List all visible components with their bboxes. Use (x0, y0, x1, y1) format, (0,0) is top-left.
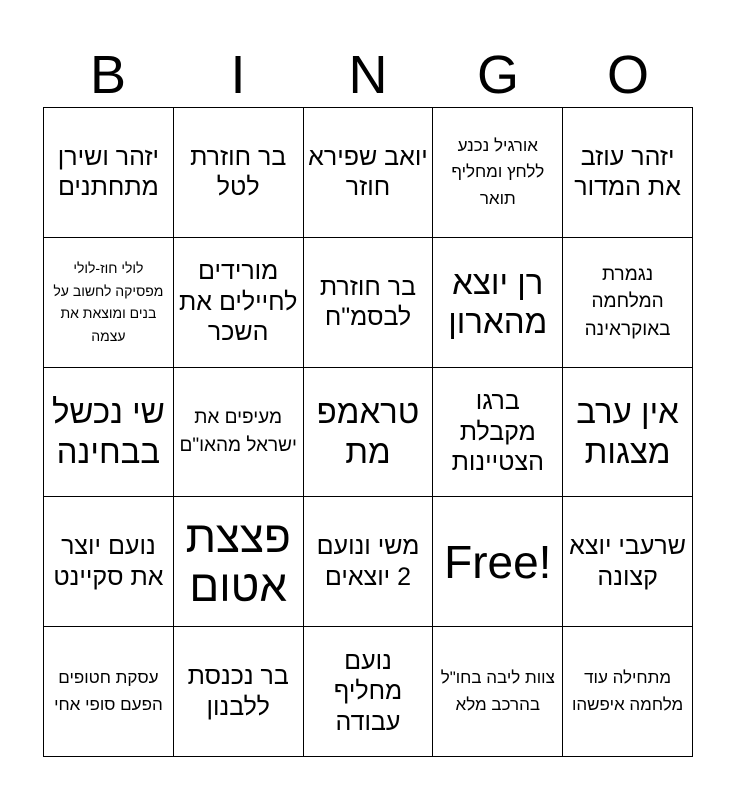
bingo-cell[interactable]: מורידים לחיילים את השכר (174, 238, 304, 368)
bingo-cell[interactable]: טראמפ מת (304, 368, 434, 498)
bingo-cell[interactable]: נועם מחליף עבודה (304, 627, 434, 757)
bingo-cell[interactable]: משי ונועם 2 יוצאים (304, 497, 434, 627)
bingo-cell[interactable]: רן יוצא מהארון (433, 238, 563, 368)
bingo-cell[interactable]: יזהר ושירן מתחתנים (44, 108, 174, 238)
bingo-cell[interactable]: אורגיל נכנע ללחץ ומחליף תואר (433, 108, 563, 238)
header-letter-g: G (476, 45, 519, 105)
bingo-cell[interactable]: בר חוזרת לטל (174, 108, 304, 238)
header-letter-b: B (89, 45, 127, 105)
bingo-cell[interactable]: לולי חוז-לולי מפסיקה לחשוב על בנים ומוצאת את עצמה (44, 238, 174, 368)
bingo-board (43, 107, 693, 757)
bingo-cell[interactable]: שי נכשל בבחינה (44, 368, 174, 498)
bingo-cell[interactable]: מעיפים את ישראל מהאו"ם (174, 368, 304, 498)
bingo-cell[interactable]: ברגו מקבלת הצטיינות (433, 368, 563, 498)
free-space-cell[interactable]: Free! (433, 497, 563, 627)
bingo-cell[interactable]: מתחילה עוד מלחמה איפשהו (563, 627, 693, 757)
bingo-cell[interactable]: בר חוזרת לבסמ"ח (304, 238, 434, 368)
header-letter-i: I (230, 45, 246, 105)
bingo-cell[interactable]: עסקת חטופים הפעם סופי אחי (44, 627, 174, 757)
bingo-cell[interactable]: שרעבי יוצא קצונה (563, 497, 693, 627)
bingo-cell[interactable]: יזהר עוזב את המדור (563, 108, 693, 238)
bingo-cell[interactable]: פצצת אטום (174, 497, 304, 627)
bingo-cell[interactable]: אין ערב מצגות (563, 368, 693, 498)
bingo-cell[interactable]: בר נכנסת ללבנון (174, 627, 304, 757)
header-letter-o: O (606, 45, 649, 105)
bingo-cell[interactable]: צוות ליבה בחו"ל בהרכב מלא (433, 627, 563, 757)
bingo-cell[interactable]: נגמרת המלחמה באוקראינה (563, 238, 693, 368)
bingo-cell[interactable]: נועם יוצר את סקיינט (44, 497, 174, 627)
bingo-cell[interactable]: יואב שפירא חוזר (304, 108, 434, 238)
bingo-header (43, 40, 693, 110)
header-letter-n: N (348, 45, 388, 105)
